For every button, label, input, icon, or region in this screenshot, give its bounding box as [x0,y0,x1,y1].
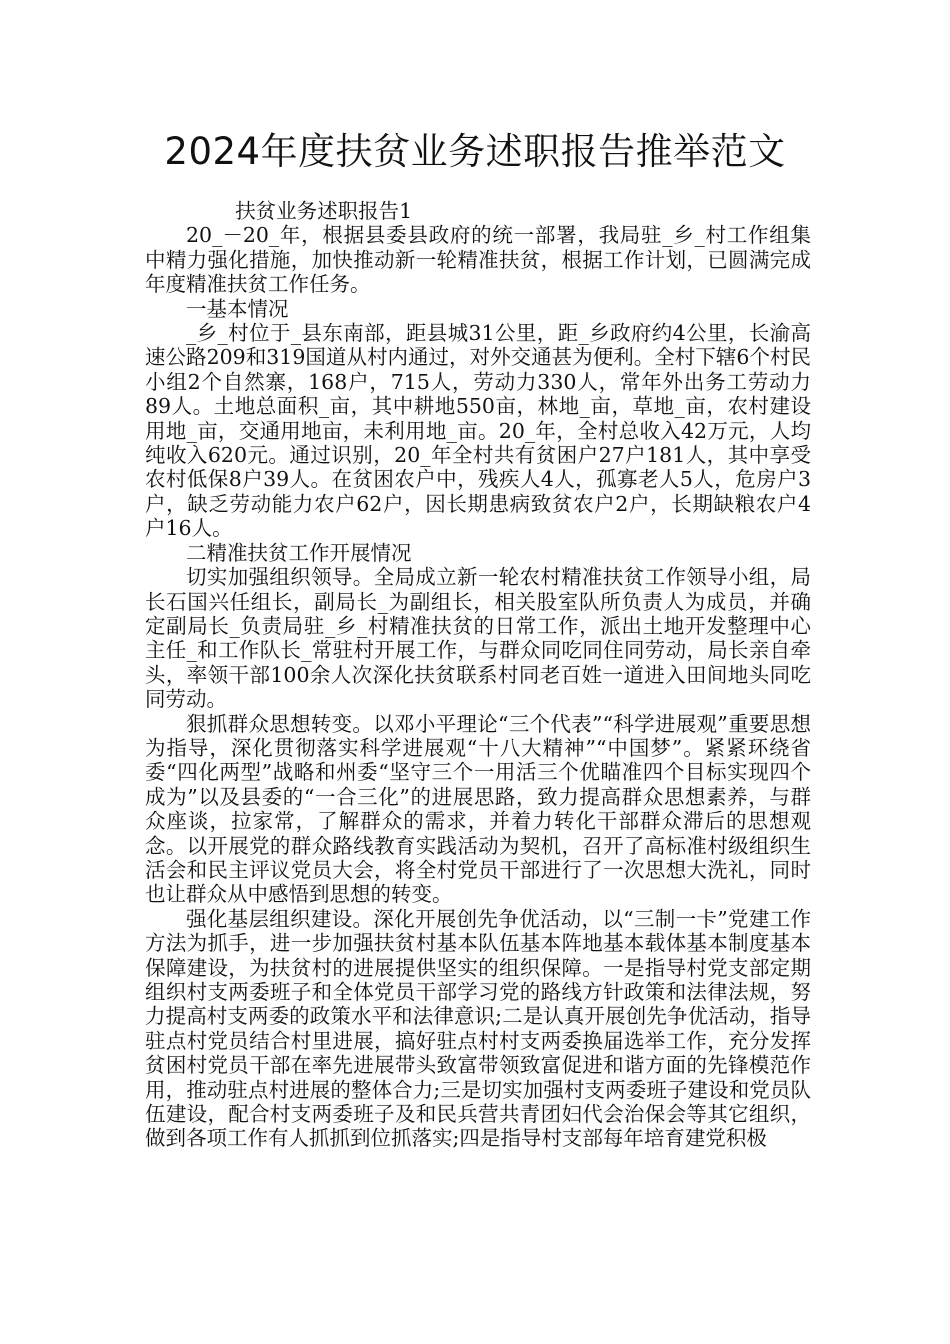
paragraph-village-overview: _乡_村位于_县东南部，距县城31公里，距_乡政府约4公里，长渝高速公路209和319国道从村内通过，对外交通甚为便利。全村下辖6个村民小组2个自然寨，168户，715人，劳动力330人，常年外出务工劳动力89人。土地总面积_亩，其中耕地550亩，林地_亩，草地_亩，农村建设用地_亩，交通用地亩，未利用地_亩。20_年，全村总收入42万元，人均纯收入620元。通过识别，20_年全村共有贫困户27户181人，其中享受农村低保8户39人。在贫困农户中，残疾人4人，孤寡老人5人，危房户3户，缺乏劳动能力农户62户，因长期患病致贫农户2户，长期缺粮农户4户16人。 [145,321,811,541]
document-body [145,199,811,1151]
paragraph-organization-leadership: 切实加强组织领导。全局成立新一轮农村精准扶贫工作领导小组，局长石国兴任组长，副局长_为副组长，相关股室队所负责人为成员，并确定副局长_负责局驻_乡_村精准扶贫的日常工作，派出土地开发整理中心主任_和工作队长_常驻村开展工作，与群众同吃同住同劳动，局长亲自牵头，率领干部100余人次深化扶贫联系村同老百姓一道进入田间地头同吃同劳动。 [145,565,811,712]
section-heading-basic-situation: 一基本情况 [186,296,289,321]
section-heading-poverty-work: 二精准扶贫工作开展情况 [186,540,412,565]
report-subtitle: 扶贫业务述职报告1 [235,199,413,223]
paragraph-grassroots-organization: 强化基层组织建设。深化开展创先争优活动，以“三制一卡”党建工作方法为抓手，进一步加强扶贫村基本队伍基本阵地基本载体基本制度基本保障建设，为扶贫村的进展提供坚实的组织保障。一是指导村党支部定期组织村支两委班子和全体党员干部学习党的路线方针政策和法律法规，努力提高村支两委的政策水平和法律意识;二是认真开展创先争优活动，指导驻点村党员结合村里进展，搞好驻点村村支两委换届选举工作，充分发挥贫困村党员干部在率先进展带头致富带领致富促进和谐方面的先锋模范作用，推动驻点村进展的整体合力;三是切实加强村支两委班子建设和党员队伍建设，配合村支两委班子及和民兵营共青团妇代会治保会等其它组织，做到各项工作有人抓抓到位抓落实;四是指导村支部每年培育建党积极 [145,906,811,1151]
paragraph-intro: 20_－20_年，根据县委县政府的统一部署，我局驻_乡_村工作组集中精力强化措施，加快推动新一轮精准扶贫，根据工作计划，已圆满完成年度精准扶贫工作任务。 [145,223,811,297]
paragraph-mindset-change: 狠抓群众思想转变。以邓小平理论“三个代表”“科学进展观”重要思想为指导，深化贯彻落实科学进展观“十八大精神”“中国梦”。紧紧环绕省委“四化两型”战略和州委“坚守三个一用活三个优瞄准四个目标实现四个成为”以及县委的“一合三化”的进展思路，致力提高群众思想素养，与群众座谈，拉家常，了解群众的需求，并着力转化干部群众滞后的思想观念。以开展党的群众路线教育实践活动为契机，召开了高标准村级组织生活会和民主评议党员大会，将全村党员干部进行了一次思想大洗礼，同时也让群众从中感悟到思想的转变。 [145,711,811,907]
document-title: 2024年度扶贫业务述职报告推举范文 [164,130,786,173]
